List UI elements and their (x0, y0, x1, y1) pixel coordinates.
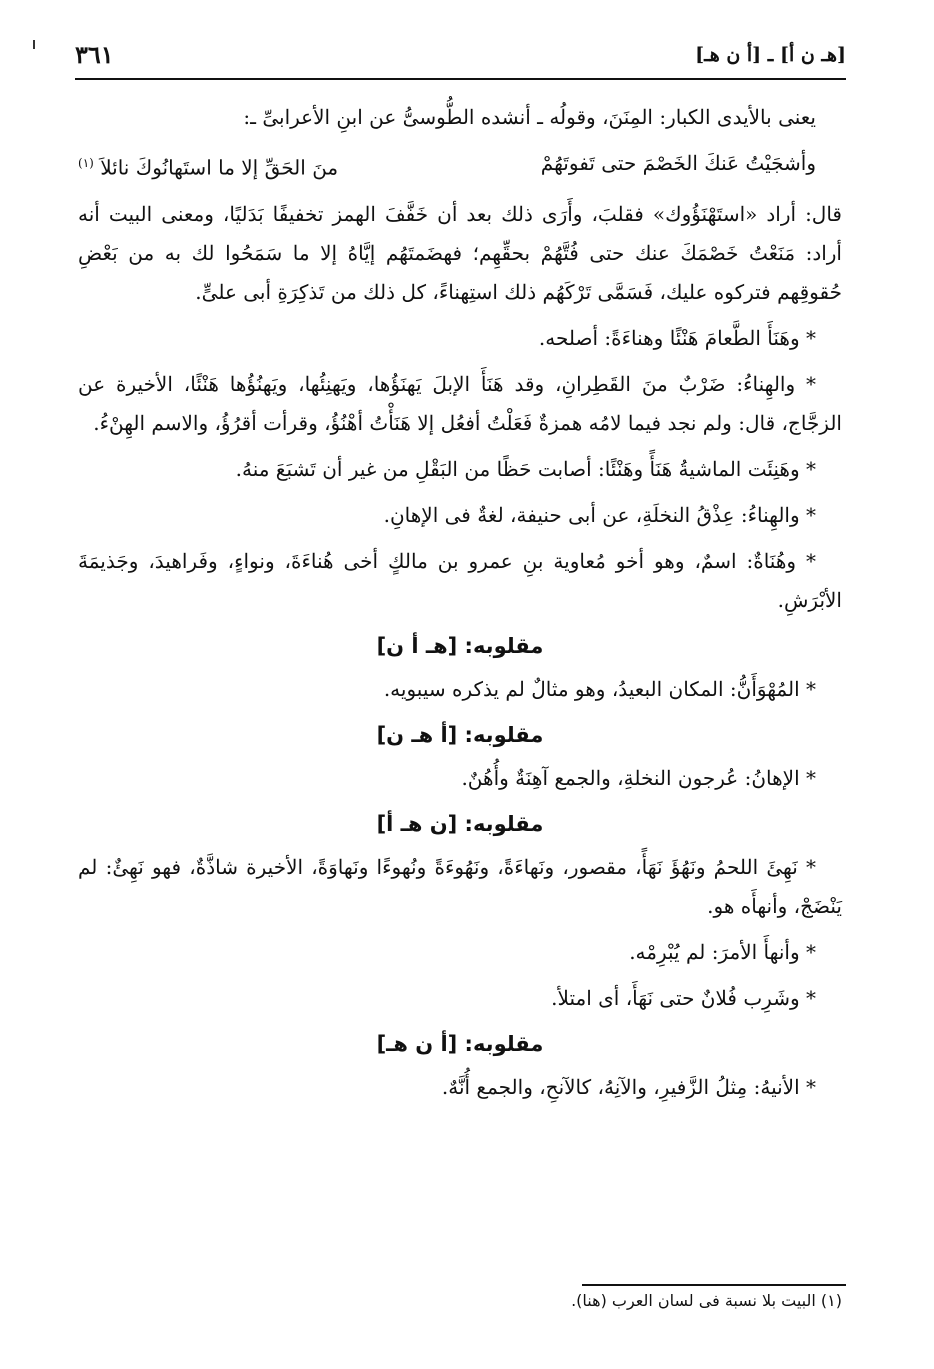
main-text (78, 98, 842, 1114)
entry: * المُهْوَأَنُّ: المكان البعيدُ، وهو مثالٌ لم يذكره سيبويه. (383, 676, 816, 701)
footnote-rule (582, 1284, 846, 1286)
entry: * وشَرِب فُلانٌ حتى نَهَأَ، أى امتلأ. (551, 985, 816, 1010)
footnote: (١) البيت بلا نسبة فى لسان العرب (هنا). (571, 1291, 842, 1310)
margin-mark (33, 40, 35, 49)
entry: * الأنيهُ: مِثلُ الزَّفيرِ، والآنِهُ، كالآنحِ، والجمع أُنَّهٌ. (441, 1074, 816, 1099)
entry: * وهُنَاةٌ: اسمٌ، وهو أخو مُعاوية بنِ عمرو بن مالكٍ أخى هُناءَةَ، ونواءٍ، وفَراهيدَ، وجَذيمَةَ الأبْرَشِ. (78, 548, 842, 612)
paragraph: قال: أراد «استَهْنَؤُوك» فقلبَ، وأَرَى ذلك بعد أن خَفَّفَ الهمز تخفيفًا بَدَليًا، ومعنى البيت أنه أراد: مَنَعْتُ خَصْمَكَ عنك حتى فُتَّهُمْ بحقِّهِم؛ فهضَمتَهُم إيَّاهُ إلا ما سَمَحُوا لك به من بَعْضِ حُقوقِهم فتركوه عليك، فَسَمَّى تَرْكَهُم ذلك استِهناءً، كل ذلك من تَذكِرَةِ أبى علىٍّ. (78, 201, 842, 304)
entry: * والهِناءُ: ضَرْبٌ منَ القَطِرانِ، وقد هَنَأَ الإبلَ يَهنَؤُها، ويَهنِئُها، ويَهنُؤُها هَنْئًا، الأخيرة عن الزجَّاج، قال: ولم نجد فيما لامُه همزةٌ فَعَلْتُ أفعُل إلا هَنَأْتُ أهْنُؤُ، وقرأت أقرُؤُ، والاسم الهِنْءُ. (78, 371, 842, 435)
verse-second-text: منَ الحَقِّ إلا ما استَهانُوكَ نائلاَ (100, 155, 339, 180)
footnote-mark: (١) (78, 156, 94, 170)
entry: * وأنهأَ الأمرَ: لم يُبْرِمْه. (629, 939, 816, 964)
paragraph: يعنى بالأيدى الكبار: المِنَنَ، وقولُه ـ أنشده الطُّوسىُّ عن ابنِ الأعرابىِّ ـ: (243, 105, 816, 129)
verse-line (78, 144, 842, 188)
section-heading: مقلوبه: [هـ أ ن] (376, 633, 544, 658)
verse-second-hemistich (78, 144, 338, 188)
entry: * وهَنِئَت الماشيةُ هَنَأً وهَنْئًا: أصابت حَظًا من البَقْلِ من غير أن تَشبَعَ منهُ. (235, 456, 816, 481)
section-heading: مقلوبه: [أ هـ ن] (376, 722, 544, 747)
page-header (75, 40, 846, 74)
entry: * نَهِئَ اللحمُ ونَهُؤَ نَهَأً، مقصور، ونَهاءَةً، ونَهُوءَةً ونُهوءًا ونَهاوَةً، الأخيرة شاذَّةٌ، فهو نَهِئٌ: لم يَنْضَجْ، وأنهأَه هو. (78, 854, 842, 918)
entry: * وهَنَأَ الطَّعامَ هَنْئًا وهناءَةً: أصلحه. (538, 325, 816, 350)
verse-first-hemistich: وأشجَيْتُ عَنكَ الخَصْمَ حتى تَفوتَهُمْ (540, 151, 816, 175)
header-rule (75, 78, 846, 80)
entry: * الإهانُ: عُرجون النخلةِ، والجمع آهِنَةٌ وأُهُنٌ. (461, 765, 816, 790)
page-number: ٣٦١ (75, 40, 114, 69)
section-heading: مقلوبه: [ن هـ أ] (376, 811, 544, 836)
section-heading: مقلوبه: [أ ن هـ] (376, 1031, 544, 1056)
running-title: [هـ ن أ] ـ [أ ن هـ] (695, 44, 846, 66)
entry: * والهِناءُ: عِذْقُ النخلَةِ، عن أبى حنيفة، لغةٌ فى الإهانِ. (383, 502, 816, 527)
